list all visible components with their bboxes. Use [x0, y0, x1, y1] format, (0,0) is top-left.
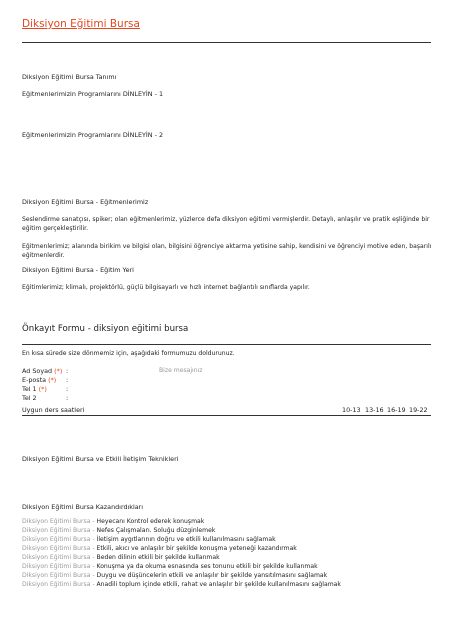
- list-separator: -: [92, 572, 95, 579]
- list-text: Etkili, akıcı ve anlaşılır bir şekilde konuşma yeteneği kazandırmak: [96, 545, 297, 552]
- field-colon: :: [66, 394, 69, 402]
- field-ad-soyad: [22, 367, 62, 375]
- list-separator: -: [92, 536, 95, 543]
- required-marker: (*): [54, 367, 63, 375]
- field-label: E-posta: [22, 376, 47, 384]
- link-tanim[interactable]: Diksiyon Eğitimi Bursa Tanımı: [22, 73, 117, 81]
- list-separator: -: [92, 581, 95, 588]
- hour-option-3[interactable]: 16-19: [387, 406, 406, 414]
- list-item: [22, 545, 297, 552]
- list-item: [22, 572, 327, 579]
- kazanimlar-heading: Diksiyon Eğitimi Bursa Kazandırdıkları: [22, 503, 144, 511]
- list-separator: -: [92, 518, 95, 525]
- list-item: [22, 527, 215, 534]
- field-label: Tel 1: [22, 385, 37, 393]
- form-title-divider: [22, 344, 431, 345]
- message-textarea[interactable]: Bize mesajınız: [159, 367, 203, 374]
- form-intro: En kısa sürede size dönmemiz için, aşağıdaki formumuzu doldurunuz.: [22, 350, 235, 357]
- egitmenler-paragraph-2: Eğitmenlerimiz; alanında birikim ve bilgisi olan, bilgisini öğrenciye aktarma yetisine sahip, kendisini ve öğrenciyi motive eden, başarılı eğitmenlerdir.: [22, 243, 432, 259]
- list-prefix: Diksiyon Eğitimi Bursa: [22, 563, 91, 570]
- header-divider: [22, 42, 431, 43]
- required-marker: (*): [38, 385, 47, 393]
- field-colon: :: [66, 385, 69, 393]
- list-prefix: Diksiyon Eğitimi Bursa: [22, 527, 91, 534]
- list-text: Anadili toplum içinde etkili, rahat ve anlaşılır bir şekilde kullanılmasını sağlamak: [96, 581, 341, 588]
- field-label: Tel 2: [22, 394, 37, 402]
- field-label: Ad Soyad: [22, 367, 53, 375]
- list-separator: -: [92, 545, 95, 552]
- field-colon: :: [66, 367, 69, 375]
- egitim-yeri-paragraph: Eğitimlerimiz; klimalı, projektörlü, güçlü bilgisayarlı ve hızlı internet bağlantılı sınıflarda yapılır.: [22, 284, 310, 291]
- link-program-2[interactable]: Eğitmenlerimizin Programlarını DİNLEYİN - 2: [22, 131, 164, 139]
- list-separator: -: [92, 527, 95, 534]
- link-teknikler[interactable]: Diksiyon Eğitimi Bursa ve Etkili İletişim Teknikleri: [22, 455, 179, 463]
- list-prefix: Diksiyon Eğitimi Bursa: [22, 518, 91, 525]
- link-program-1[interactable]: Eğitmenlerimizin Programlarını DİNLEYİN - 1: [22, 90, 164, 98]
- list-item: [22, 554, 220, 561]
- field-tel-1: [22, 385, 47, 393]
- list-separator: -: [92, 554, 95, 561]
- list-prefix: Diksiyon Eğitimi Bursa: [22, 554, 91, 561]
- list-text: İletişim aygıtlarının doğru ve etkili kullanılmasını sağlamak: [96, 536, 276, 543]
- list-item: [22, 581, 341, 588]
- egitmenler-heading: Diksiyon Eğitimi Bursa - Eğitmenlerimiz: [22, 198, 149, 206]
- list-prefix: Diksiyon Eğitimi Bursa: [22, 572, 91, 579]
- egitmenler-paragraph-1: Seslendirme sanatçısı, spiker; olan eğitmenlerimiz, yüzlerce defa diksiyon eğitimi vermişlerdir. Detaylı, anlaşılır ve pratik eşliğinde bir eğitim gerçekleştirilir.: [22, 216, 430, 232]
- list-item: [22, 563, 318, 570]
- field-tel-2: [22, 394, 37, 402]
- hour-option-2[interactable]: 13-16: [365, 406, 384, 414]
- egitim-yeri-heading: Diksiyon Eğitimi Bursa - Eğitim Yeri: [22, 266, 134, 274]
- list-text: Nefes Çalışmaları. Soluğu düzginlemek: [96, 527, 216, 534]
- list-item: [22, 518, 204, 525]
- hour-option-1[interactable]: 10-13: [342, 406, 361, 414]
- site-title-link[interactable]: Diksiyon Eğitimi Bursa: [22, 18, 140, 30]
- form-title: Önkayıt Formu - diksiyon eğitimi bursa: [22, 324, 189, 334]
- required-marker: (*): [48, 376, 57, 384]
- list-prefix: Diksiyon Eğitimi Bursa: [22, 545, 91, 552]
- hour-option-4[interactable]: 19-22: [409, 406, 428, 414]
- list-item: [22, 536, 276, 543]
- field-eposta: [22, 376, 56, 384]
- list-separator: -: [92, 563, 95, 570]
- tel-2-input[interactable]: [72, 392, 146, 402]
- field-colon: :: [66, 376, 69, 384]
- list-prefix: Diksiyon Eğitimi Bursa: [22, 581, 91, 588]
- list-text: Duygu ve düşüncelerin etkili ve anlaşılır bir şekilde yansıtılmasını sağlamak: [96, 572, 328, 579]
- hours-label: Uygun ders saatleri: [22, 406, 85, 414]
- form-bottom-divider: [22, 415, 431, 416]
- list-text: Beden dilinin etkili bir şekilde kullanmak: [96, 554, 220, 561]
- list-text: Konuşma ya da okuma esnasında ses tonunu etkili bir şekilde kullanmak: [96, 563, 318, 570]
- list-text: Heyecanı Kontrol ederek konuşmak: [96, 518, 205, 525]
- list-prefix: Diksiyon Eğitimi Bursa: [22, 536, 91, 543]
